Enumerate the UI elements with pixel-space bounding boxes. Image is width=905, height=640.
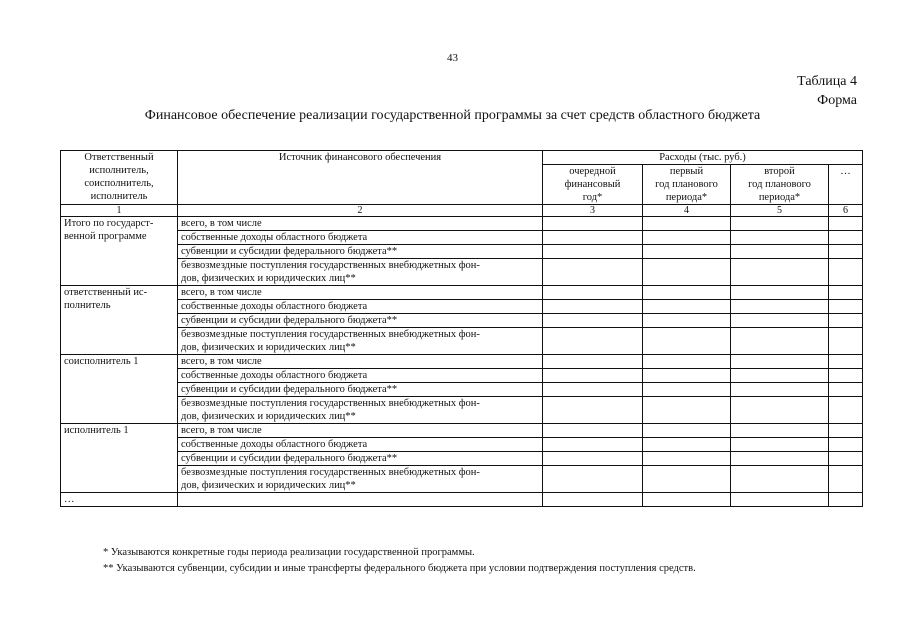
expense-value-cell <box>643 466 731 493</box>
funding-source-cell <box>178 300 543 314</box>
funding-source-cell <box>178 452 543 466</box>
column-numbers-row <box>61 205 863 217</box>
funding-source-line: безвозмездные поступления государственных внебюджетных фон- <box>181 260 480 271</box>
funding-source-cell <box>178 217 543 231</box>
executor-line: венной программе <box>64 231 147 242</box>
table-row <box>61 424 863 438</box>
expense-value-cell <box>643 424 731 438</box>
expense-value-cell <box>731 259 829 286</box>
table-row <box>61 217 863 231</box>
expense-value-cell <box>829 397 863 424</box>
header-line: год* <box>582 192 603 203</box>
column-number: 4 <box>643 205 731 217</box>
funding-source-line: субвенции и субсидии федерального бюджета** <box>181 246 398 257</box>
financing-table <box>60 150 863 507</box>
funding-source-cell <box>178 286 543 300</box>
expense-value-cell <box>643 300 731 314</box>
expense-value-cell <box>543 438 643 452</box>
funding-source-line: субвенции и субсидии федерального бюджета** <box>181 453 398 464</box>
table-body <box>61 217 863 507</box>
funding-source-line: субвенции и субсидии федерального бюджета** <box>181 384 398 395</box>
funding-source-line: дов, физических и юридических лиц** <box>181 480 356 491</box>
table-row <box>61 314 863 328</box>
executor-cell <box>61 217 178 286</box>
expense-value-cell <box>643 438 731 452</box>
expense-value-cell <box>731 300 829 314</box>
funding-source-line: собственные доходы областного бюджета <box>181 301 368 312</box>
header-line: очередной <box>569 166 616 177</box>
column-number: 1 <box>61 205 178 217</box>
column-number: 6 <box>829 205 863 217</box>
expense-value-cell <box>643 355 731 369</box>
header-second-plan-year <box>731 165 829 205</box>
header-line: исполнитель <box>90 191 148 202</box>
funding-source-line: собственные доходы областного бюджета <box>181 439 368 450</box>
expense-value-cell <box>829 424 863 438</box>
expense-value-cell <box>543 231 643 245</box>
expense-value-cell <box>731 245 829 259</box>
expense-value-cell <box>731 397 829 424</box>
funding-source-cell <box>178 231 543 245</box>
funding-source-cell <box>178 438 543 452</box>
table-row <box>61 397 863 424</box>
executor-line: Итого по государст- <box>64 218 154 229</box>
funding-source-line: собственные доходы областного бюджета <box>181 232 368 243</box>
funding-source-cell <box>178 259 543 286</box>
funding-source-line: собственные доходы областного бюджета <box>181 370 368 381</box>
column-number: 5 <box>731 205 829 217</box>
page-number: 43 <box>447 52 458 64</box>
header-line: периода* <box>758 192 801 203</box>
expense-value-cell <box>829 259 863 286</box>
header-first-plan-year <box>643 165 731 205</box>
expense-value-cell <box>643 452 731 466</box>
expense-value-cell <box>643 245 731 259</box>
footnote-years: * Указываются конкретные годы периода реализации государственной программы. <box>103 547 475 558</box>
expense-value-cell <box>731 328 829 355</box>
executor-line: соисполнитель 1 <box>64 356 139 367</box>
table-row <box>61 355 863 369</box>
expense-value-cell <box>543 300 643 314</box>
expense-value-cell <box>731 383 829 397</box>
expense-value-cell <box>543 314 643 328</box>
expense-value-cell <box>829 355 863 369</box>
empty-cell <box>829 493 863 507</box>
table-row <box>61 452 863 466</box>
funding-source-cell <box>178 245 543 259</box>
expense-value-cell <box>643 314 731 328</box>
table-row <box>61 383 863 397</box>
expense-value-cell <box>543 397 643 424</box>
funding-source-cell <box>178 369 543 383</box>
expense-value-cell <box>543 217 643 231</box>
expense-value-cell <box>643 383 731 397</box>
executor-cell <box>61 424 178 493</box>
expense-value-cell <box>829 245 863 259</box>
empty-cell <box>731 493 829 507</box>
expense-value-cell <box>543 369 643 383</box>
table-row <box>61 300 863 314</box>
header-line: периода* <box>665 192 708 203</box>
expense-value-cell <box>731 424 829 438</box>
table-label: Таблица 4 <box>797 74 857 89</box>
form-label: Форма <box>817 93 857 108</box>
table-row <box>61 438 863 452</box>
expense-value-cell <box>731 466 829 493</box>
expense-value-cell <box>829 231 863 245</box>
expense-value-cell <box>543 245 643 259</box>
header-more-years: … <box>829 165 863 205</box>
funding-source-cell <box>178 397 543 424</box>
header-line: первый <box>669 166 704 177</box>
funding-source-line: дов, физических и юридических лиц** <box>181 342 356 353</box>
header-line: Ответственный <box>84 152 154 163</box>
table-row <box>61 286 863 300</box>
funding-source-cell <box>178 328 543 355</box>
expense-value-cell <box>829 286 863 300</box>
funding-source-line: всего, в том числе <box>181 356 262 367</box>
funding-source-line: всего, в том числе <box>181 287 262 298</box>
document-title: Финансовое обеспечение реализации государственной программы за счет средств областного бюджета <box>144 108 761 123</box>
table-row <box>61 259 863 286</box>
table-row <box>61 245 863 259</box>
funding-source-cell <box>178 424 543 438</box>
table-row <box>61 231 863 245</box>
funding-source-line: субвенции и субсидии федерального бюджета** <box>181 315 398 326</box>
expense-value-cell <box>643 286 731 300</box>
executor-line: ответственный ис- <box>64 287 148 298</box>
header-executor <box>61 151 178 205</box>
header-line: второй <box>764 166 795 177</box>
footnote-subventions: ** Указываются субвенции, субсидии и иные трансферты федерального бюджета при условии подтверждения поступления средств. <box>103 563 696 574</box>
expense-value-cell <box>731 231 829 245</box>
expense-value-cell <box>543 286 643 300</box>
header-line: соисполнитель, <box>84 178 154 189</box>
funding-source-cell <box>178 314 543 328</box>
empty-cell <box>178 493 543 507</box>
expense-value-cell <box>643 231 731 245</box>
executor-line: исполнитель 1 <box>64 425 129 436</box>
executor-line: полнитель <box>64 300 111 311</box>
column-number: 3 <box>543 205 643 217</box>
header-current-year <box>543 165 643 205</box>
empty-cell <box>643 493 731 507</box>
expense-value-cell <box>543 466 643 493</box>
funding-source-line: всего, в том числе <box>181 425 262 436</box>
expense-value-cell <box>543 328 643 355</box>
executor-cell <box>61 286 178 355</box>
expense-value-cell <box>731 369 829 383</box>
expense-value-cell <box>643 217 731 231</box>
funding-source-line: всего, в том числе <box>181 218 262 229</box>
expense-value-cell <box>829 328 863 355</box>
footnotes <box>103 545 696 577</box>
expense-value-cell <box>829 466 863 493</box>
column-number: 2 <box>178 205 543 217</box>
header-funding-source: Источник финансового обеспечения <box>178 151 543 205</box>
expense-value-cell <box>829 217 863 231</box>
expense-value-cell <box>829 438 863 452</box>
funding-source-cell <box>178 383 543 397</box>
expense-value-cell <box>543 355 643 369</box>
header-line: год планового <box>748 179 811 190</box>
expense-value-cell <box>731 355 829 369</box>
expense-value-cell <box>543 259 643 286</box>
ellipsis-cell: … <box>61 493 178 507</box>
table-row <box>61 466 863 493</box>
expense-value-cell <box>829 452 863 466</box>
funding-source-line: безвозмездные поступления государственных внебюджетных фон- <box>181 329 480 340</box>
expense-value-cell <box>643 328 731 355</box>
empty-cell <box>543 493 643 507</box>
table-header <box>61 151 863 217</box>
expense-value-cell <box>731 438 829 452</box>
expense-value-cell <box>543 424 643 438</box>
expense-value-cell <box>543 452 643 466</box>
expense-value-cell <box>731 286 829 300</box>
expense-value-cell <box>731 452 829 466</box>
executor-cell <box>61 355 178 424</box>
header-line: год планового <box>655 179 718 190</box>
table-row <box>61 369 863 383</box>
expense-value-cell <box>643 369 731 383</box>
funding-source-line: дов, физических и юридических лиц** <box>181 411 356 422</box>
funding-source-line: дов, физических и юридических лиц** <box>181 273 356 284</box>
header-line: финансовый <box>564 179 621 190</box>
expense-value-cell <box>829 383 863 397</box>
expense-value-cell <box>829 300 863 314</box>
expense-value-cell <box>829 314 863 328</box>
expense-value-cell <box>829 369 863 383</box>
funding-source-line: безвозмездные поступления государственных внебюджетных фон- <box>181 398 480 409</box>
funding-source-cell <box>178 466 543 493</box>
expense-value-cell <box>643 259 731 286</box>
table-row <box>61 328 863 355</box>
expense-value-cell <box>643 397 731 424</box>
expense-value-cell <box>731 314 829 328</box>
funding-source-line: безвозмездные поступления государственных внебюджетных фон- <box>181 467 480 478</box>
funding-source-cell <box>178 355 543 369</box>
header-line: исполнитель, <box>89 165 149 176</box>
expense-value-cell <box>731 217 829 231</box>
expense-value-cell <box>543 383 643 397</box>
header-expenses: Расходы (тыс. руб.) <box>543 151 863 165</box>
table-row-ellipsis <box>61 493 863 507</box>
